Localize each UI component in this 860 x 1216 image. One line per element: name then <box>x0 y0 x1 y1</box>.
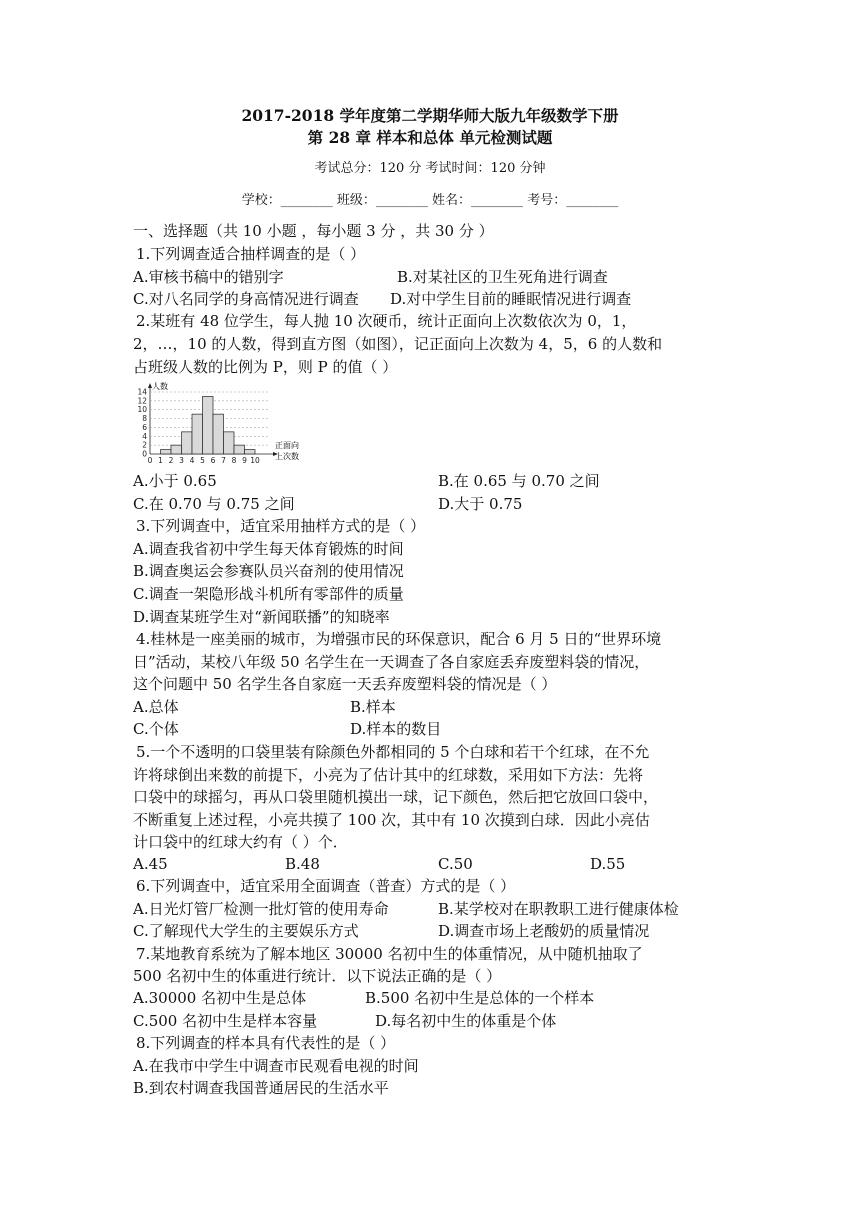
q8-option-a: A.在我市中学生中调查市民观看电视的时间 <box>133 1057 419 1075</box>
q2-option-b: B.在 0.65 与 0.70 之间 <box>438 472 600 490</box>
y-tick-label: 6 <box>142 422 147 432</box>
histogram-bar <box>192 414 203 454</box>
x-tick-label: 10 <box>250 456 260 465</box>
q4-option-a: A.总体 <box>133 698 179 716</box>
question-5-stem-line1: 5.一个不透明的口袋里装有除颜色外都相同的 5 个白球和若干个红球，在不允 <box>136 743 650 761</box>
question-1-stem: 1.下列调查适合抽样调查的是（ ） <box>136 245 366 263</box>
q5-option-d: D.55 <box>590 855 626 873</box>
x-tick-label: 3 <box>179 456 184 465</box>
x-tick-label: 0 <box>147 456 153 465</box>
y-tick-label: 4 <box>142 431 147 441</box>
y-tick-label: 10 <box>137 405 147 415</box>
q6-option-d: D.调查市场上老酸奶的质量情况 <box>438 922 650 940</box>
question-4-stem-line3: 这个问题中 50 名学生各自家庭一天丢弃废塑料袋的情况是（ ） <box>133 675 557 693</box>
q6-option-c: C.了解现代大学生的主要娱乐方式 <box>133 922 359 940</box>
histogram-bar <box>245 450 256 454</box>
q7-option-a: A.30000 名初中生是总体 <box>133 989 307 1007</box>
q7-option-d: D.每名初中生的体重是个体 <box>375 1012 557 1030</box>
histogram-bar <box>203 396 214 454</box>
y-tick-label: 14 <box>137 387 147 397</box>
question-7-stem-line2: 500 名初中生的体重进行统计．以下说法正确的是（ ） <box>133 967 502 985</box>
q1-option-c: C.对八名同学的身高情况进行调查 <box>133 290 359 308</box>
q6-option-b: B.某学校对在职教职工进行健康体检 <box>438 900 679 918</box>
q5-option-c: C.50 <box>438 855 473 873</box>
exam-title-line2: 第 28 章 样本和总体 单元检测试题 <box>307 128 553 147</box>
exam-title-line1: 2017-2018 学年度第二学期华师大版九年级数学下册 <box>241 106 619 125</box>
q3-option-b: B.调查奥运会参赛队员兴奋剂的使用情况 <box>133 562 404 580</box>
question-2-stem-line3: 占班级人数的比例为 P，则 P 的值（ ） <box>133 358 398 376</box>
question-8-stem: 8.下列调查的样本具有代表性的是（ ） <box>136 1034 396 1052</box>
x-tick-label: 7 <box>221 456 226 465</box>
x-tick-label: 9 <box>242 456 247 465</box>
x-tick-label: 5 <box>200 456 205 465</box>
histogram-chart <box>128 382 318 470</box>
q1-option-b: B.对某社区的卫生死角进行调查 <box>397 268 608 286</box>
q2-option-c: C.在 0.70 与 0.75 之间 <box>133 495 295 513</box>
question-3-stem: 3.下列调查中，适宜采用抽样方式的是（ ） <box>136 517 426 535</box>
exam-info: 考试总分：120 分 考试时间：120 分钟 <box>314 161 546 176</box>
histogram-bar <box>234 445 245 454</box>
x-tick-label: 2 <box>168 456 174 465</box>
question-5-stem-line2: 许将球倒出来数的前提下，小亮为了估计其中的红球数，采用如下方法：先将 <box>133 766 644 784</box>
chart-xlabel-line1: 正面向 <box>275 441 299 450</box>
question-5-stem-line4: 不断重复上述过程，小亮共摸了 100 次，其中有 10 次摸到白球．因此小亮估 <box>133 811 650 829</box>
q4-option-b: B.样本 <box>350 698 396 716</box>
question-5-stem-line3: 口袋中的球摇匀，再从口袋里随机摸出一球，记下颜色，然后把它放回口袋中， <box>133 788 659 806</box>
question-6-stem: 6.下列调查中，适宜采用全面调查（普查）方式的是（ ） <box>136 877 516 895</box>
chart-xlabel-line2: 上次数 <box>275 452 299 461</box>
y-tick-label: 2 <box>142 440 147 450</box>
histogram-bar <box>161 450 172 454</box>
student-fields: 学校：________ 班级：________ 姓名：________ 考号：________ <box>241 193 619 208</box>
section-heading: 一、选择题（共 10 小题 ，每小题 3 分 ，共 30 分 ） <box>133 222 494 240</box>
histogram-bar <box>171 445 182 454</box>
q6-option-a: A.日光灯管厂检测一批灯管的使用寿命 <box>133 900 389 918</box>
q4-option-d: D.样本的数目 <box>350 720 442 738</box>
x-tick-label: 6 <box>210 456 216 465</box>
q3-option-d: D.调查某班学生对“新闻联播”的知晓率 <box>133 608 390 626</box>
question-2-stem-line2: 2，…，10 的人数，得到直方图（如图），记正面向上次数为 4，5，6 的人数和 <box>133 335 663 353</box>
question-5-stem-line5: 计口袋中的红球大约有（ ）个． <box>133 833 348 851</box>
x-tick-label: 8 <box>231 456 237 465</box>
chart-ylabel: 人数 <box>152 382 168 391</box>
question-4-stem-line2: 日”活动，某校八年级 50 名学生在一天调查了各自家庭丢弃废塑料袋的情况， <box>133 653 650 671</box>
x-tick-label: 4 <box>189 456 195 465</box>
x-tick-label: 1 <box>158 456 163 465</box>
q7-option-b: B.500 名初中生是总体的一个样本 <box>365 989 595 1007</box>
histogram-bar <box>213 414 224 454</box>
q4-option-c: C.个体 <box>133 720 179 738</box>
q8-option-b: B.到农村调查我国普通居民的生活水平 <box>133 1079 389 1097</box>
q3-option-a: A.调查我省初中学生每天体育锻炼的时间 <box>133 540 404 558</box>
q3-option-c: C.调查一架隐形战斗机所有零部件的质量 <box>133 585 404 603</box>
y-tick-label: 8 <box>142 414 147 424</box>
q1-option-d: D.对中学生目前的睡眠情况进行调查 <box>390 290 632 308</box>
histogram-plot <box>137 383 278 465</box>
y-tick-label: 0 <box>142 449 147 459</box>
q5-option-b: B.48 <box>285 855 320 873</box>
question-2-stem-line1: 2.某班有 48 位学生，每人抛 10 次硬币，统计正面向上次数依次为 0，1， <box>136 312 637 330</box>
y-tick-label: 12 <box>137 396 147 406</box>
q7-option-c: C.500 名初中生是样本容量 <box>133 1012 318 1030</box>
q1-option-a: A.审核书稿中的错别字 <box>133 268 284 286</box>
question-4-stem-line1: 4.桂林是一座美丽的城市，为增强市民的环保意识，配合 6 月 5 日的“世界环境 <box>136 630 662 648</box>
q2-option-a: A.小于 0.65 <box>133 472 217 490</box>
question-7-stem-line1: 7.某地教育系统为了解本地区 30000 名初中生的体重情况，从中随机抽取了 <box>136 945 643 963</box>
q2-option-d: D.大于 0.75 <box>438 495 523 513</box>
histogram-bar <box>224 432 235 454</box>
histogram-bar <box>182 432 193 454</box>
q5-option-a: A.45 <box>133 855 168 873</box>
